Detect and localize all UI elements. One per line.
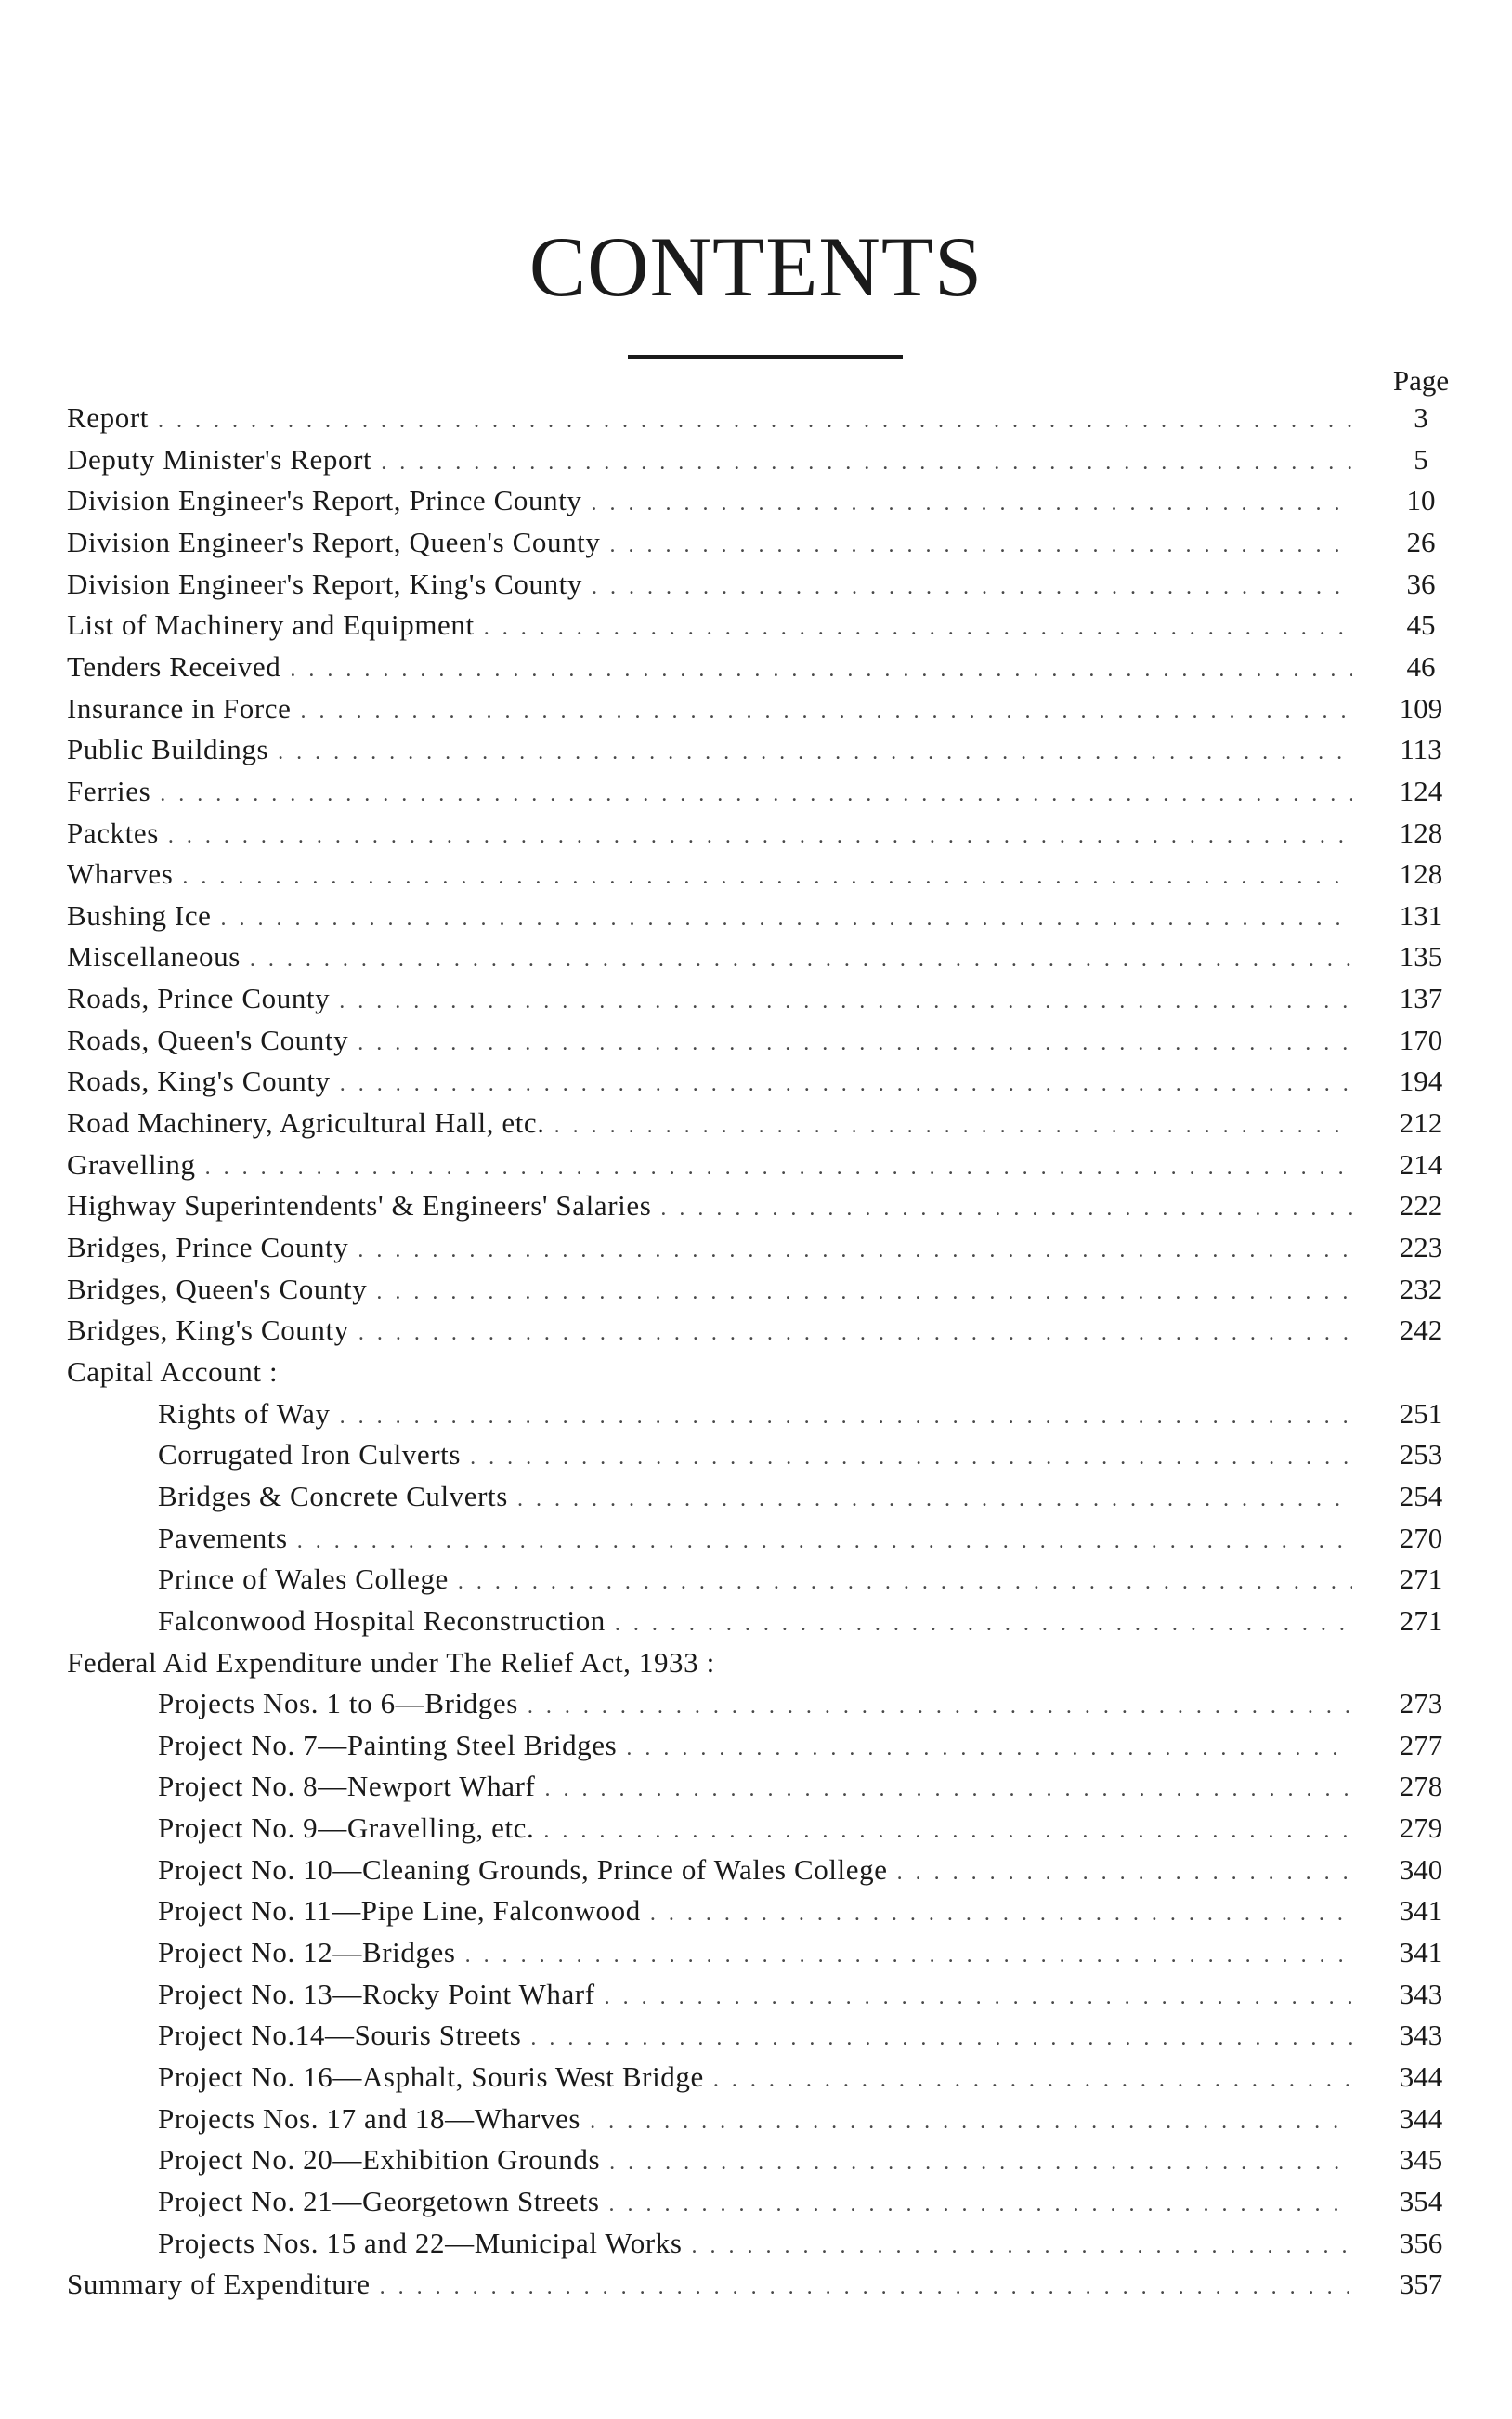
toc-entry-page: 222	[1399, 1189, 1443, 1223]
toc-entry-page: 46	[1406, 649, 1436, 683]
toc-entry-page: 194	[1399, 1065, 1443, 1098]
toc-entry	[0, 1393, 1512, 1434]
toc-entry-label: Report	[67, 401, 149, 434]
toc-entry	[0, 896, 1512, 936]
toc-entry-page: 131	[1399, 898, 1443, 932]
toc-section-heading	[0, 1642, 1512, 1683]
toc-entry-label: Projects Nos. 15 and 22—Municipal Works	[158, 2226, 683, 2259]
toc-entry	[0, 1185, 1512, 1226]
dot-leader	[297, 1521, 1352, 1562]
toc-entry	[0, 729, 1512, 770]
toc-entry	[0, 2139, 1512, 2180]
toc-entry-page: 343	[1399, 1977, 1443, 2010]
dot-leader	[626, 1728, 1352, 1769]
toc-entry-label: Capital Account :	[67, 1354, 279, 1388]
toc-entry-page: 251	[1399, 1396, 1443, 1430]
dot-leader	[554, 1105, 1352, 1146]
dot-leader	[609, 2142, 1352, 2183]
toc-entry-page: 113	[1400, 733, 1442, 766]
dot-leader	[160, 774, 1352, 815]
dot-leader	[528, 1686, 1352, 1727]
toc-entry-page: 277	[1399, 1728, 1443, 1761]
toc-entry	[0, 1476, 1512, 1517]
page-title: CONTENTS	[528, 219, 984, 314]
toc-entry	[0, 1227, 1512, 1268]
toc-entry-page: 135	[1399, 940, 1443, 974]
toc-entry	[0, 1310, 1512, 1351]
toc-entry	[0, 2181, 1512, 2222]
toc-entry-page: 10	[1406, 484, 1436, 517]
page-column-label: Page	[1392, 364, 1450, 397]
dot-leader	[592, 483, 1352, 524]
toc-entry-label: Project No.14—Souris Streets	[158, 2019, 522, 2052]
toc-entry	[0, 398, 1512, 438]
toc-entry-page: 109	[1399, 691, 1443, 725]
toc-entry-label: Tenders Received	[67, 649, 281, 683]
toc-entry-label: Road Machinery, Agricultural Hall, etc.	[67, 1106, 545, 1140]
toc-entry-page: 124	[1399, 774, 1443, 807]
toc-entry	[0, 936, 1512, 977]
toc-entry-label: Division Engineer's Report, King's County	[67, 567, 582, 600]
toc-entry-page: 128	[1399, 857, 1443, 891]
dot-leader	[650, 1893, 1352, 1934]
toc-entry	[0, 771, 1512, 812]
toc-entry-label: Division Engineer's Report, Queen's County	[67, 525, 601, 558]
toc-entry-page: 253	[1399, 1438, 1443, 1471]
dot-leader	[543, 1811, 1352, 1851]
toc-entry	[0, 1890, 1512, 1931]
toc-entry-label: Bridges, Queen's County	[67, 1272, 368, 1305]
toc-entry-label: Highway Superintendents' & Engineers' Salaries	[67, 1189, 652, 1223]
dot-leader	[544, 1769, 1352, 1810]
toc-entry-label: Roads, Queen's County	[67, 1023, 349, 1056]
toc-entry	[0, 1974, 1512, 2015]
toc-entry-page: 170	[1399, 1023, 1443, 1056]
toc-entry-label: Summary of Expenditure	[67, 2268, 371, 2301]
toc-entry	[0, 2099, 1512, 2139]
dot-leader	[458, 1562, 1352, 1602]
toc-entry-label: Bridges, King's County	[67, 1314, 349, 1347]
toc-entry-label: Project No. 9—Gravelling, etc.	[158, 1811, 535, 1845]
dot-leader	[592, 567, 1352, 608]
toc-section-heading	[0, 1352, 1512, 1393]
dot-leader	[692, 2226, 1352, 2267]
toc-entry-label: Project No. 21—Georgetown Streets	[158, 2184, 600, 2217]
toc-entry-page: 341	[1399, 1936, 1443, 1969]
toc-entry-label: Federal Aid Expenditure under The Relief Act, 1933 :	[67, 1645, 715, 1679]
dot-leader	[158, 400, 1352, 441]
toc-entry-label: Prince of Wales College	[158, 1563, 449, 1596]
toc-entry-page: 137	[1399, 982, 1443, 1015]
dot-leader	[290, 649, 1352, 690]
toc-entry-label: Project No. 10—Cleaning Grounds, Prince of Wales College	[158, 1852, 888, 1886]
toc-entry	[0, 564, 1512, 605]
toc-entry-page: 5	[1414, 442, 1428, 476]
toc-entry	[0, 813, 1512, 854]
toc-entry	[0, 688, 1512, 729]
toc-entry-label: Roads, King's County	[67, 1065, 331, 1098]
toc-entry	[0, 1850, 1512, 1890]
dot-leader	[250, 939, 1352, 980]
toc-entry	[0, 1103, 1512, 1144]
toc-entry	[0, 1269, 1512, 1310]
toc-entry-page: 273	[1399, 1687, 1443, 1720]
toc-entry-label: Project No. 20—Exhibition Grounds	[158, 2143, 601, 2177]
dot-leader	[465, 1935, 1352, 1976]
dot-leader	[340, 1064, 1352, 1105]
toc-entry-label: Roads, Prince County	[67, 982, 331, 1015]
toc-entry-page: 232	[1399, 1272, 1443, 1305]
toc-entry	[0, 1932, 1512, 1973]
toc-entry-label: Projects Nos. 1 to 6—Bridges	[158, 1687, 518, 1720]
dot-leader	[470, 1437, 1352, 1478]
toc-entry	[0, 605, 1512, 646]
toc-entry	[0, 1434, 1512, 1475]
toc-entry	[0, 1020, 1512, 1061]
toc-entry-label: Rights of Way	[158, 1396, 331, 1430]
toc-entry	[0, 439, 1512, 480]
toc-entry-label: Project No. 7—Painting Steel Bridges	[158, 1728, 618, 1761]
toc-entry-label: Project No. 8—Newport Wharf	[158, 1770, 536, 1803]
toc-entry	[0, 978, 1512, 1019]
dot-leader	[484, 608, 1352, 648]
toc-entry-label: Ferries	[67, 774, 151, 807]
dot-leader	[713, 2059, 1352, 2100]
toc-entry-page: 344	[1399, 2060, 1443, 2093]
toc-entry-page: 254	[1399, 1479, 1443, 1512]
toc-entry-label: Public Buildings	[67, 733, 269, 766]
toc-entry-page: 345	[1399, 2143, 1443, 2177]
toc-entry	[0, 854, 1512, 895]
toc-entry-page: 343	[1399, 2019, 1443, 2052]
toc-entry-label: Insurance in Force	[67, 691, 292, 725]
toc-entry-label: Projects Nos. 17 and 18—Wharves	[158, 2101, 581, 2135]
toc-entry-page: 36	[1406, 567, 1436, 600]
dot-leader	[380, 2267, 1352, 2308]
toc-entry-label: Project No. 11—Pipe Line, Falconwood	[158, 1894, 641, 1928]
toc-entry-page: 354	[1399, 2184, 1443, 2217]
toc-entry-page: 128	[1399, 816, 1443, 849]
toc-entry-page: 26	[1406, 525, 1436, 558]
dot-leader	[897, 1852, 1352, 1893]
toc-entry-label: Miscellaneous	[67, 940, 241, 974]
toc-entry-page: 223	[1399, 1231, 1443, 1263]
dot-leader	[605, 1977, 1352, 2018]
toc-entry-label: Gravelling	[67, 1147, 196, 1181]
toc-entry	[0, 2015, 1512, 2056]
dot-leader	[615, 1603, 1352, 1644]
dot-leader	[358, 1230, 1352, 1271]
toc-entry-page: 357	[1399, 2268, 1443, 2301]
toc-entry-label: Falconwood Hospital Reconstruction	[158, 1603, 606, 1637]
toc-entry-page: 356	[1399, 2226, 1443, 2259]
toc-entry	[0, 647, 1512, 687]
toc-entry	[0, 1766, 1512, 1807]
toc-entry-page: 271	[1399, 1603, 1443, 1637]
dot-leader	[205, 1147, 1352, 1188]
dot-leader	[339, 981, 1352, 1022]
toc-entry-page: 242	[1399, 1314, 1443, 1347]
dot-leader	[660, 1188, 1352, 1229]
dot-leader	[221, 898, 1352, 939]
toc-entry-page: 214	[1399, 1147, 1443, 1181]
toc-entry-page: 45	[1406, 608, 1436, 642]
dot-leader	[530, 2018, 1352, 2059]
toc-entry	[0, 2057, 1512, 2098]
toc-entry	[0, 1601, 1512, 1641]
toc-entry-label: Bridges & Concrete Culverts	[158, 1479, 508, 1512]
dot-leader	[340, 1396, 1352, 1437]
toc-entry	[0, 1144, 1512, 1185]
dot-leader	[381, 442, 1352, 483]
toc-entry-page: 344	[1399, 2101, 1443, 2135]
toc-entry-label: Bushing Ice	[67, 898, 212, 932]
dot-leader	[300, 691, 1352, 732]
toc-entry	[0, 2264, 1512, 2305]
toc-entry-label: List of Machinery and Equipment	[67, 608, 475, 642]
toc-entry-label: Project No. 12—Bridges	[158, 1936, 456, 1969]
dot-leader	[168, 816, 1352, 856]
dot-leader	[609, 2184, 1352, 2225]
dot-leader	[182, 856, 1352, 897]
dot-leader	[358, 1313, 1352, 1353]
toc-entry-page: 341	[1399, 1894, 1443, 1928]
toc-entry	[0, 1061, 1512, 1102]
toc-entry	[0, 1725, 1512, 1766]
toc-entry-label: Corrugated Iron Culverts	[158, 1438, 462, 1471]
toc-entry	[0, 2223, 1512, 2264]
toc-entry-label: Wharves	[67, 857, 174, 891]
toc-entry	[0, 1559, 1512, 1600]
toc-entry-page: 278	[1399, 1770, 1443, 1803]
dot-leader	[590, 2101, 1352, 2142]
toc-entry	[0, 480, 1512, 521]
toc-entry-page: 3	[1414, 401, 1428, 434]
toc-entry-label: Division Engineer's Report, Prince County	[67, 484, 582, 517]
toc-entry-label: Project No. 13—Rocky Point Wharf	[158, 1977, 595, 2010]
toc-entry-label: Packtes	[67, 816, 159, 849]
toc-entry-page: 270	[1399, 1521, 1443, 1554]
toc-entry-page: 279	[1399, 1811, 1443, 1845]
toc-entry-label: Bridges, Prince County	[67, 1231, 349, 1263]
toc-entry-label: Deputy Minister's Report	[67, 442, 372, 476]
dot-leader	[278, 732, 1352, 773]
title-rule	[628, 355, 903, 359]
dot-leader	[610, 525, 1353, 566]
dot-leader	[517, 1479, 1352, 1520]
toc-entry	[0, 522, 1512, 563]
toc-entry-label: Project No. 16—Asphalt, Souris West Bridge	[158, 2060, 704, 2093]
toc-entry-label: Pavements	[158, 1521, 288, 1554]
dot-leader	[358, 1023, 1352, 1064]
toc-entry	[0, 1808, 1512, 1849]
dot-leader	[376, 1272, 1352, 1313]
toc-entry	[0, 1683, 1512, 1724]
toc-entry	[0, 1518, 1512, 1559]
toc-entry-page: 212	[1399, 1106, 1443, 1140]
toc-entry-page: 340	[1399, 1852, 1443, 1886]
toc-entry-page: 271	[1399, 1563, 1443, 1596]
